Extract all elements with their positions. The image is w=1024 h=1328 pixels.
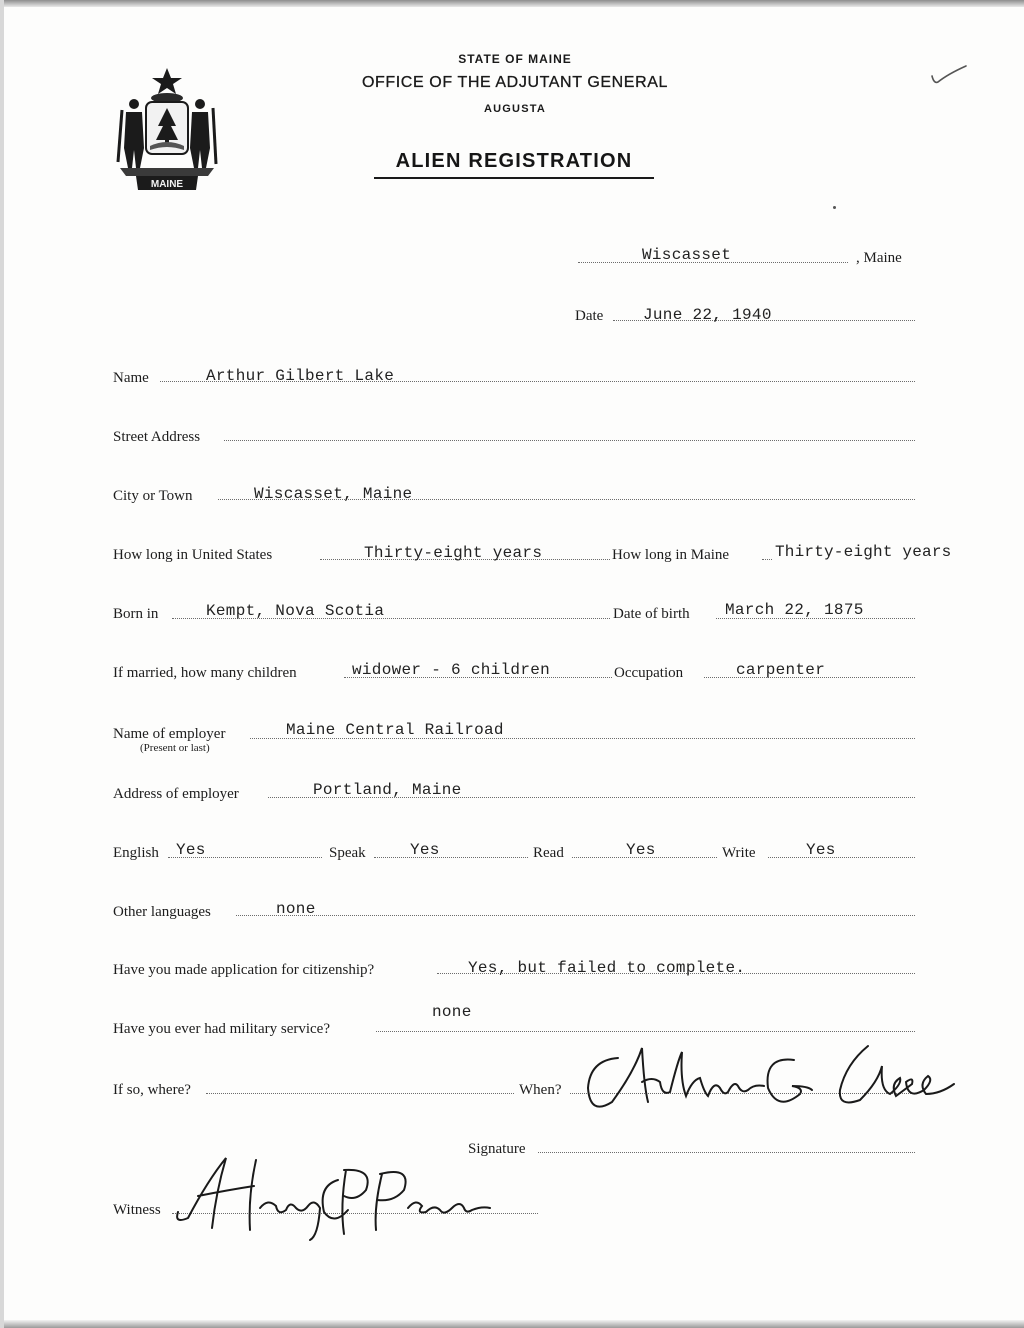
header-state: STATE OF MAINE: [458, 52, 572, 66]
street-address-leader: [224, 440, 915, 441]
scan-speck: [833, 206, 836, 209]
checkmark-icon: [926, 64, 970, 92]
employer-address-value: Portland, Maine: [313, 781, 462, 799]
where-leader: [206, 1093, 514, 1094]
other-languages-leader: [236, 915, 915, 916]
children-value: widower - 6 children: [352, 661, 551, 679]
header-city: AUGUSTA: [484, 103, 546, 115]
write-value: Yes: [806, 841, 836, 859]
when-label: When?: [519, 1082, 562, 1098]
speak-leader: [374, 857, 528, 858]
read-label: Read: [533, 845, 564, 861]
where-label: If so, where?: [113, 1082, 191, 1098]
header-office: OFFICE OF THE ADJUTANT GENERAL: [361, 74, 669, 91]
write-label: Write: [722, 845, 756, 861]
employer-sublabel: (Present or last): [140, 742, 210, 754]
town-value: Wiscasset: [642, 246, 732, 264]
scan-edge-left: [0, 0, 4, 1328]
employer-value: Maine Central Railroad: [286, 721, 504, 739]
scan-edge-top: [0, 0, 1024, 7]
military-value: none: [432, 1003, 472, 1021]
citizenship-label: Have you made application for citizenship?: [113, 962, 375, 978]
occupation-label: Occupation: [614, 665, 684, 681]
form-title-underline: [374, 177, 654, 179]
english-value: Yes: [176, 841, 206, 859]
signature-label: Signature: [468, 1141, 526, 1157]
seal-label: MAINE: [150, 179, 184, 190]
how-long-maine-value: Thirty-eight years: [775, 543, 952, 561]
form-title: ALIEN REGISTRATION: [395, 150, 633, 172]
how-long-maine-leader: [762, 559, 772, 560]
occupation-value: carpenter: [736, 661, 826, 679]
military-label: Have you ever had military service?: [113, 1021, 330, 1037]
children-label: If married, how many children: [113, 665, 297, 681]
scan-edge-bottom: [0, 1320, 1024, 1328]
other-languages-value: none: [276, 900, 316, 918]
how-long-us-value: Thirty-eight years: [364, 544, 543, 562]
how-long-us-label: How long in United States: [113, 547, 273, 563]
other-languages-label: Other languages: [113, 904, 211, 920]
read-value: Yes: [626, 841, 656, 859]
date-value: June 22, 1940: [643, 306, 772, 324]
street-address-label: Street Address: [113, 429, 201, 445]
citizenship-value: Yes, but failed to complete.: [468, 959, 746, 977]
write-leader: [768, 857, 915, 858]
city-label: City or Town: [113, 488, 193, 504]
how-long-maine-label: How long in Maine: [612, 547, 730, 563]
born-in-value: Kempt, Nova Scotia: [206, 602, 385, 620]
date-of-birth-label: Date of birth: [613, 606, 690, 622]
date-of-birth-value: March 22, 1875: [725, 601, 864, 619]
born-in-label: Born in: [113, 606, 159, 622]
witness-label: Witness: [113, 1202, 161, 1218]
name-value: Arthur Gilbert Lake: [206, 367, 395, 385]
signature-handwriting: [578, 1030, 960, 1128]
signature-leader: [538, 1152, 915, 1153]
employer-label: Name of employer: [113, 726, 226, 742]
name-label: Name: [113, 370, 149, 386]
city-value: Wiscasset, Maine: [254, 485, 413, 503]
english-label: English: [113, 845, 159, 861]
town-suffix: , Maine: [856, 250, 902, 266]
state-seal-icon: [112, 64, 222, 196]
speak-value: Yes: [410, 841, 440, 859]
speak-label: Speak: [329, 845, 366, 861]
date-label: Date: [575, 308, 604, 324]
employer-address-label: Address of employer: [113, 786, 239, 802]
witness-signature-handwriting: [168, 1150, 494, 1246]
